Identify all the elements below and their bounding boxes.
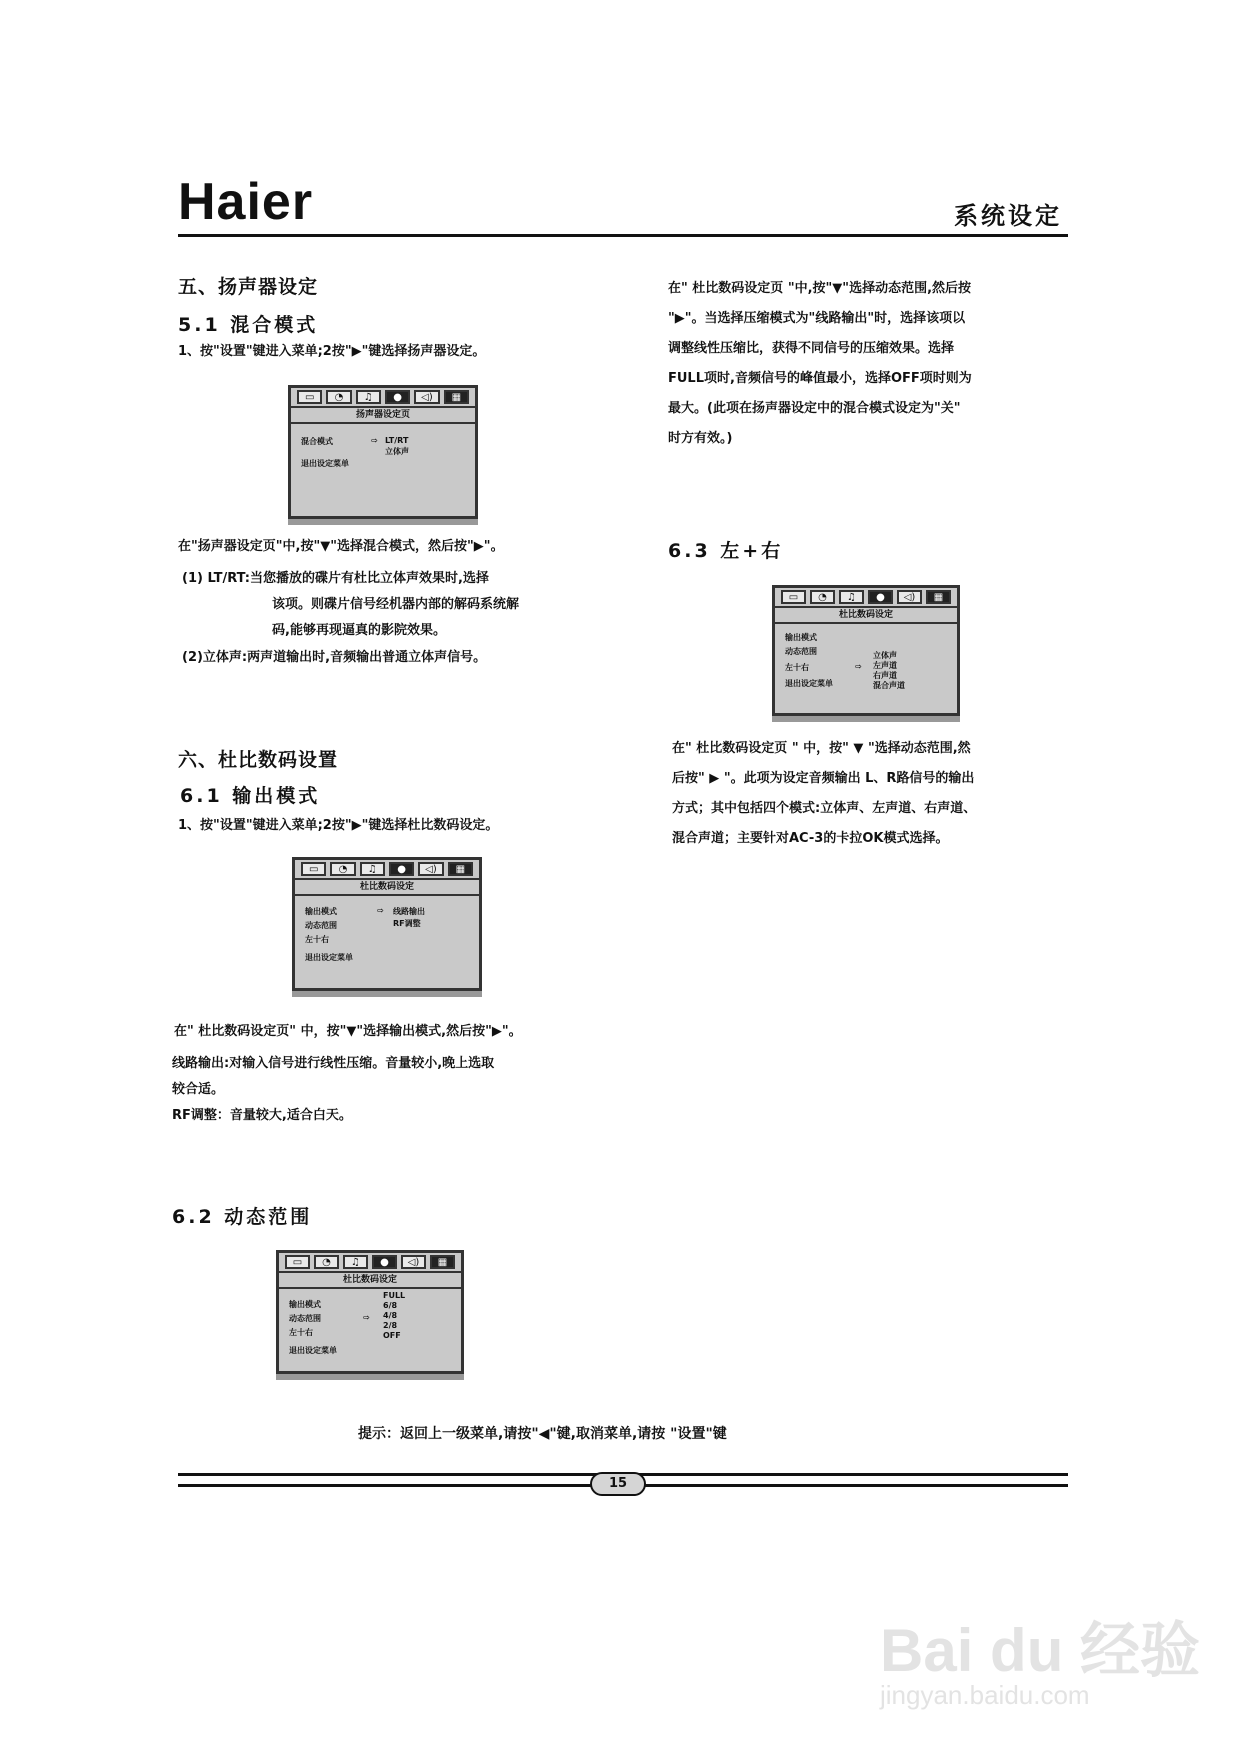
disc-icon: ◔ xyxy=(330,862,355,876)
osd-row: 输出模式 xyxy=(289,1300,321,1309)
section-6-2-title: 6.2 动态范围 xyxy=(172,1206,313,1228)
osd-option: 立体声 xyxy=(385,447,409,456)
osd-option: 6/8 xyxy=(383,1301,398,1310)
osd-option: 4/8 xyxy=(383,1311,398,1320)
osd-dolby-output xyxy=(292,857,482,991)
osd-option: OFF xyxy=(383,1331,401,1340)
section-5-1-item2: (2)立体声:两声道输出时,音频输出普通立体声信号。 xyxy=(182,650,487,665)
section-6-1-title: 6.1 输出模式 xyxy=(180,785,321,807)
osd-tab-bar xyxy=(291,388,475,408)
baidu-watermark-url: jingyan.baidu.com xyxy=(880,1680,1090,1710)
header-divider xyxy=(178,234,1068,237)
osd-row: 动态范围 xyxy=(305,921,337,930)
brand-logo: Haier xyxy=(178,173,314,231)
osd-title: 杜比数码设定 xyxy=(295,880,479,896)
osd-row: 退出设定菜单 xyxy=(289,1346,337,1355)
osd-tab-bar xyxy=(295,860,479,880)
speaker-tab-icon: ● xyxy=(389,862,414,876)
volume-icon: ◁) xyxy=(414,390,439,404)
section-6-3-desc: 后按" ▶ "。此项为设定音频输出 L、R路信号的输出 xyxy=(672,771,975,786)
osd-speaker-setup xyxy=(288,385,478,519)
music-icon: ♫ xyxy=(356,390,381,404)
section-6-2-desc: 最大。(此项在扬声器设定中的混合模式设定为"关" xyxy=(668,401,961,416)
music-icon: ♫ xyxy=(343,1255,368,1269)
tv-icon: ▭ xyxy=(297,390,322,404)
section-5-title: 五、扬声器设定 xyxy=(178,276,319,298)
speaker-tab-icon: ● xyxy=(385,390,410,404)
osd-option: 右声道 xyxy=(873,671,897,680)
osd-option: 混合声道 xyxy=(873,681,905,690)
tv-icon: ▭ xyxy=(285,1255,310,1269)
music-icon: ♫ xyxy=(360,862,385,876)
osd-row: 左十右 xyxy=(785,663,809,672)
page-section-title: 系统设定 xyxy=(954,202,1062,230)
osd-row: 输出模式 xyxy=(305,907,337,916)
section-6-2-desc: 时方有效。) xyxy=(668,431,733,446)
osd-row: 输出模式 xyxy=(785,633,817,642)
volume-icon: ◁) xyxy=(401,1255,426,1269)
osd-arrow-icon: ⇨ xyxy=(363,1313,370,1322)
music-icon: ♫ xyxy=(839,590,864,604)
osd-option: FULL xyxy=(383,1291,406,1300)
osd-option: 2/8 xyxy=(383,1321,398,1330)
osd-row: 退出设定菜单 xyxy=(301,459,349,468)
disc-icon: ◔ xyxy=(314,1255,339,1269)
footer-tip: 提示：返回上一级菜单,请按"◀"键,取消菜单,请按 "设置"键 xyxy=(358,1426,727,1442)
osd-row: 动态范围 xyxy=(289,1314,321,1323)
menu-icon: ▦ xyxy=(444,390,469,404)
tv-icon: ▭ xyxy=(781,590,806,604)
section-6-1-line-output: 线路输出:对输入信号进行线性压缩。音量较小,晚上选取 xyxy=(172,1056,495,1071)
section-6-2-desc: 调整线性压缩比，获得不同信号的压缩效果。选择 xyxy=(668,341,955,356)
section-6-2-desc: FULL项时,音频信号的峰值最小，选择OFF项时则为 xyxy=(668,371,972,386)
section-5-1-item1-cont: 该项。则碟片信号经机器内部的解码系统解 xyxy=(272,597,520,612)
osd-option: LT/RT xyxy=(385,436,409,445)
section-6-1-step: 1、按"设置"键进入菜单;2按"▶"键选择杜比数码设定。 xyxy=(178,818,499,833)
osd-arrow-icon: ⇨ xyxy=(371,436,378,445)
osd-tab-bar xyxy=(775,588,957,608)
volume-icon: ◁) xyxy=(418,862,443,876)
disc-icon: ◔ xyxy=(326,390,351,404)
section-5-1-step: 1、按"设置"键进入菜单;2按"▶"键选择扬声器设定。 xyxy=(178,344,486,359)
section-5-1-item1-cont: 码,能够再现逼真的影院效果。 xyxy=(272,623,446,638)
section-6-3-desc: 方式；其中包括四个模式:立体声、左声道、右声道、 xyxy=(672,801,977,816)
osd-arrow-icon: ⇨ xyxy=(855,662,862,671)
section-5-1-title: 5.1 混合模式 xyxy=(178,314,319,336)
baidu-watermark-logo: Bai du 经验 xyxy=(880,1617,1201,1684)
osd-row: 动态范围 xyxy=(785,647,817,656)
osd-dolby-dynamic-range xyxy=(276,1250,464,1374)
osd-tab-bar xyxy=(279,1253,461,1273)
section-6-title: 六、杜比数码设置 xyxy=(178,749,339,771)
tv-icon: ▭ xyxy=(301,862,326,876)
osd-option: RF调整 xyxy=(393,919,421,928)
page-number: 15 xyxy=(590,1472,646,1496)
osd-row: 退出设定菜单 xyxy=(785,679,833,688)
section-6-1-line-output-cont: 较合适。 xyxy=(172,1082,225,1097)
osd-title: 扬声器设定页 xyxy=(291,408,475,424)
osd-arrow-icon: ⇨ xyxy=(377,906,384,915)
section-6-2-desc: "▶"。当选择压缩模式为"线路输出"时，选择该项以 xyxy=(668,311,966,326)
section-5-1-item1: (1) LT/RT:当您播放的碟片有杜比立体声效果时,选择 xyxy=(182,571,489,586)
speaker-tab-icon: ● xyxy=(372,1255,397,1269)
section-6-3-desc: 在" 杜比数码设定页 " 中，按" ▼ "选择动态范围,然 xyxy=(672,741,971,756)
osd-dolby-left-right xyxy=(772,585,960,716)
osd-option: 立体声 xyxy=(873,651,897,660)
speaker-tab-icon: ● xyxy=(868,590,893,604)
menu-icon: ▦ xyxy=(926,590,951,604)
section-5-1-desc: 在"扬声器设定页"中,按"▼"选择混合模式，然后按"▶"。 xyxy=(178,539,504,554)
section-6-3-title: 6.3 左+右 xyxy=(668,540,784,562)
volume-icon: ◁) xyxy=(897,590,922,604)
osd-row: 退出设定菜单 xyxy=(305,953,353,962)
osd-row: 混合模式 xyxy=(301,437,333,446)
disc-icon: ◔ xyxy=(810,590,835,604)
osd-title: 杜比数码设定 xyxy=(775,608,957,624)
section-6-3-desc: 混合声道；主要针对AC-3的卡拉OK模式选择。 xyxy=(672,831,949,846)
menu-icon: ▦ xyxy=(430,1255,455,1269)
osd-row: 左十右 xyxy=(305,935,329,944)
osd-title: 杜比数码设定 xyxy=(279,1273,461,1289)
osd-option: 左声道 xyxy=(873,661,897,670)
osd-row: 左十右 xyxy=(289,1328,313,1337)
section-6-1-desc: 在" 杜比数码设定页" 中，按"▼"选择输出模式,然后按"▶"。 xyxy=(174,1024,522,1039)
osd-option: 线路输出 xyxy=(393,907,425,916)
section-6-2-desc: 在" 杜比数码设定页 "中,按"▼"选择动态范围,然后按 xyxy=(668,281,972,296)
section-6-1-rf: RF调整：音量较大,适合白天。 xyxy=(172,1108,352,1123)
menu-icon: ▦ xyxy=(448,862,473,876)
